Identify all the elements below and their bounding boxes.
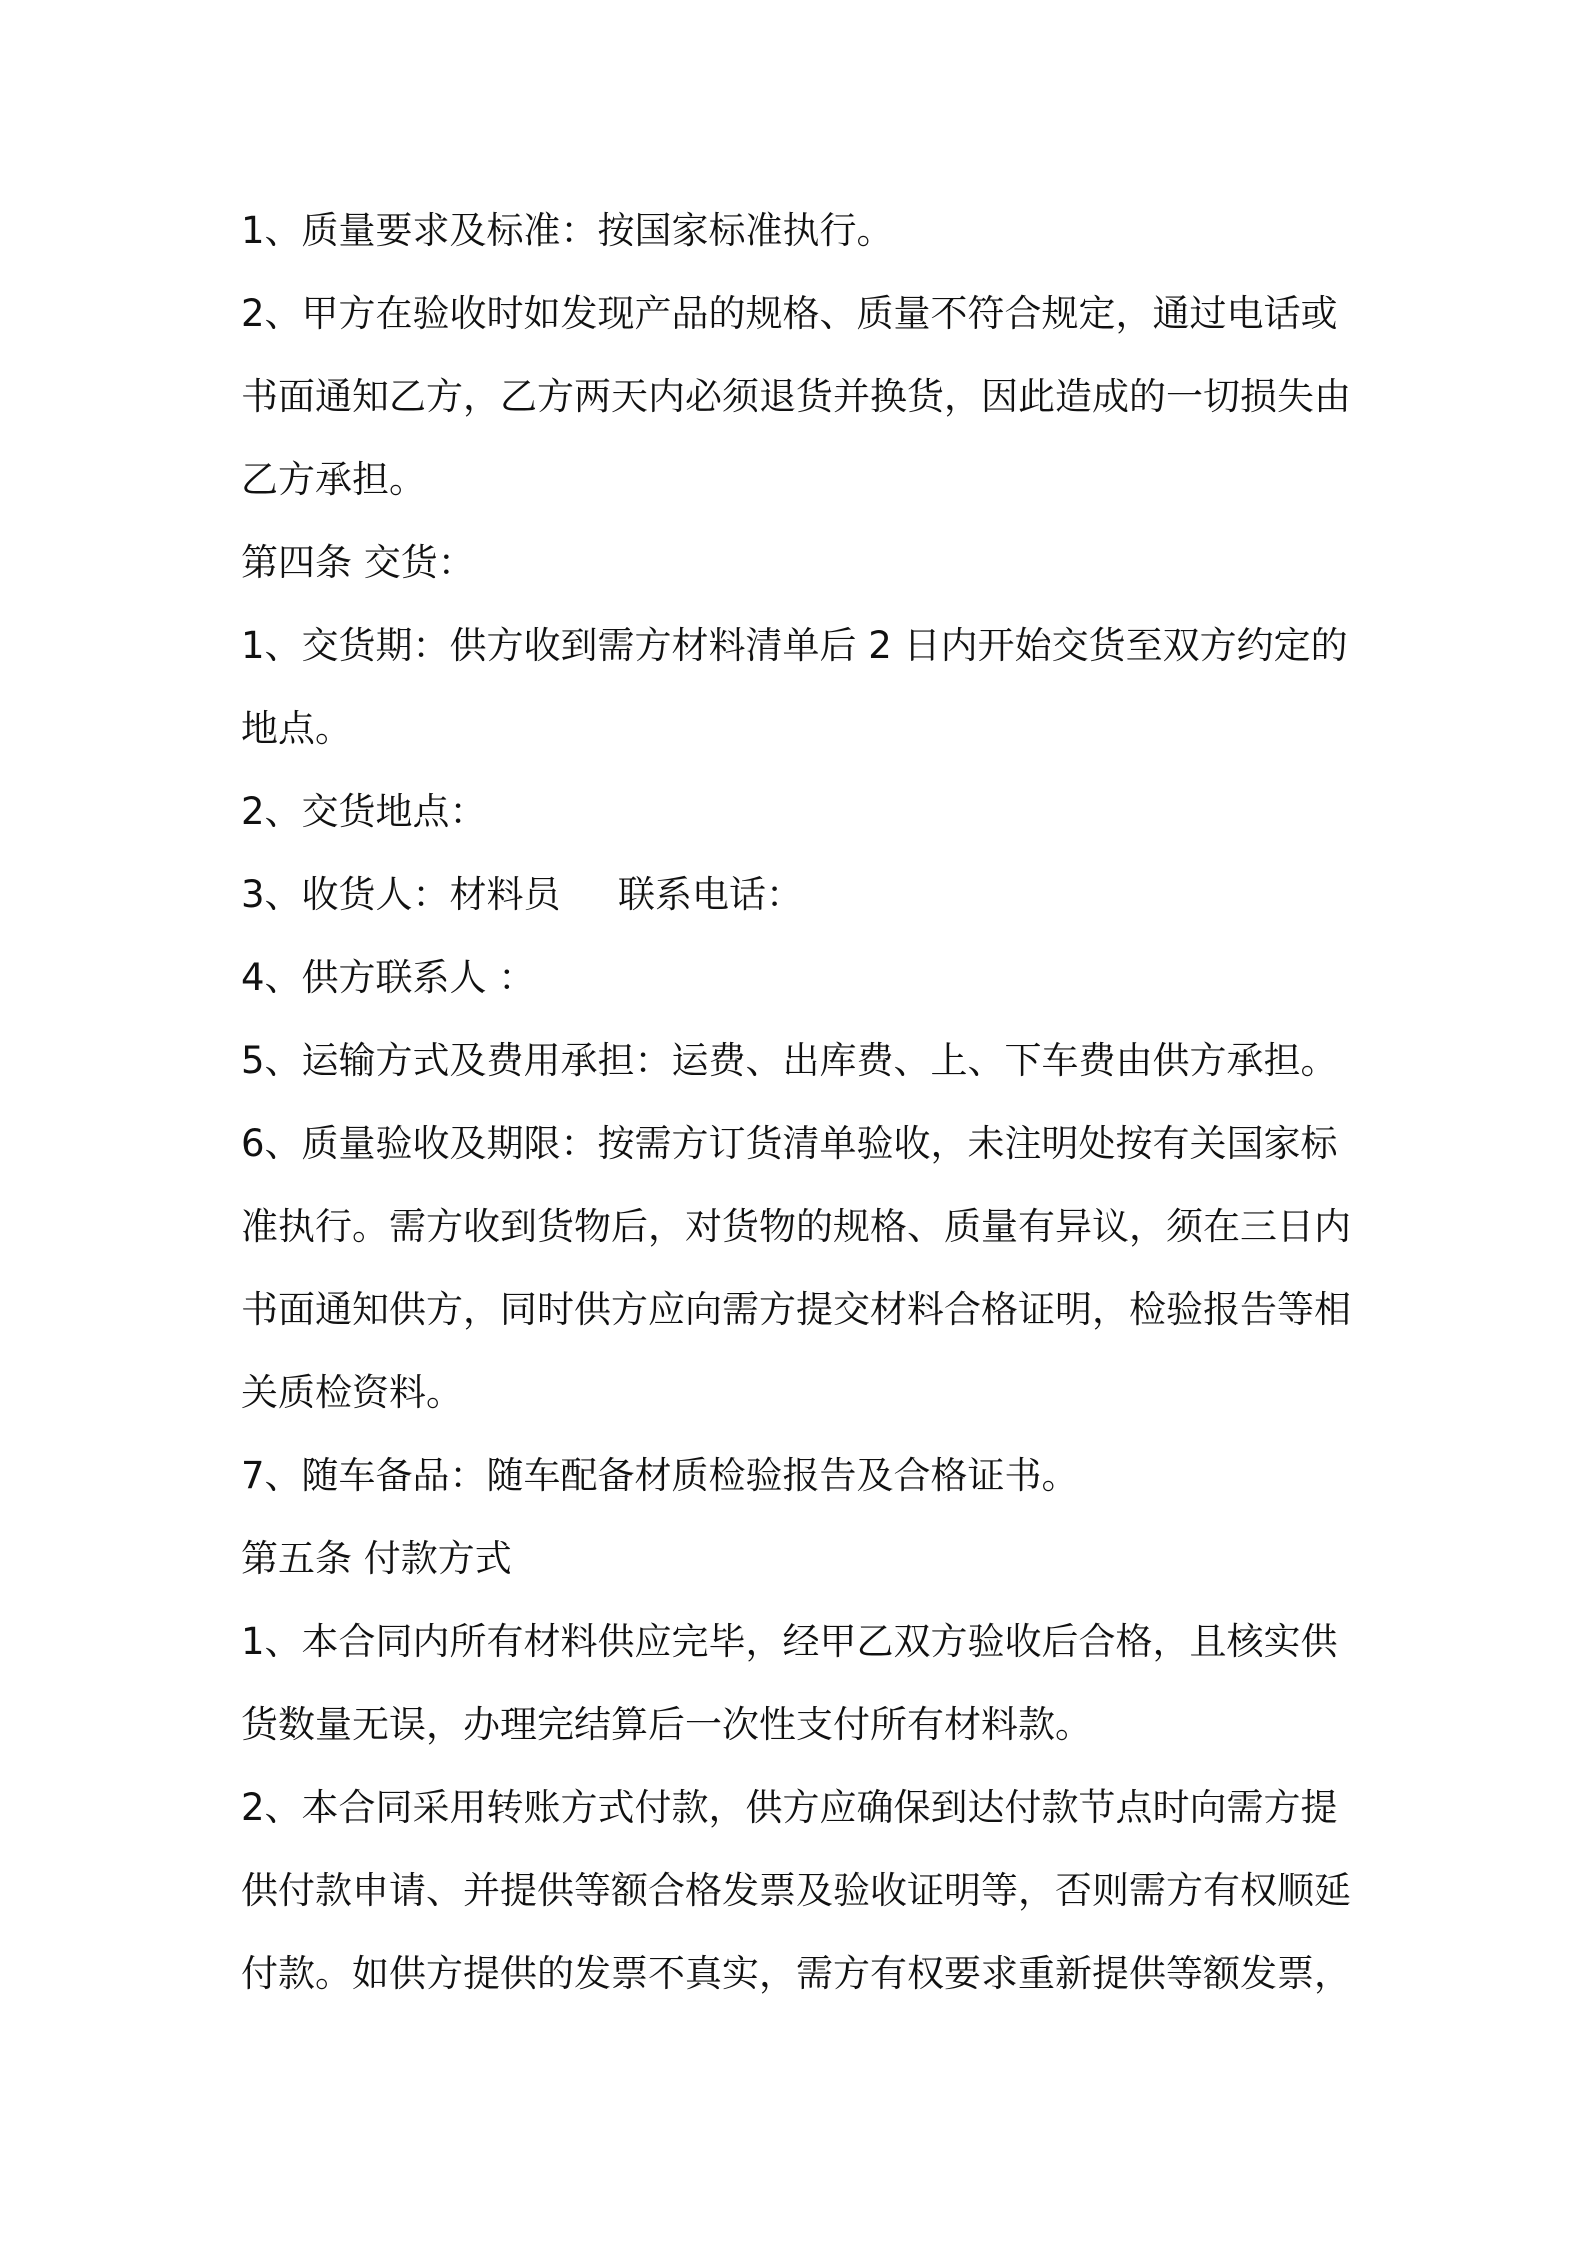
delivery-location: 2、交货地点： [241,790,487,833]
payment-clause-1-line-1: 1、本合同内所有材料供应完毕，经甲乙双方验收后合格，且核实供 [241,1620,1338,1663]
article-four-heading: 第四条 交货： [241,541,475,584]
article-five-heading: 第五条 付款方式 [241,1537,512,1580]
payment-clause-2-line-1: 2、本合同采用转账方式付款，供方应确保到达付款节点时向需方提 [241,1786,1338,1829]
acceptance-line-4: 关质检资料。 [241,1371,463,1414]
acceptance-line-1: 6、质量验收及期限：按需方订货清单验收，未注明处按有关国家标 [241,1122,1338,1165]
payment-clause-2-line-2: 供付款申请、并提供等额合格发票及验收证明等，否则需方有权顺延 [241,1869,1351,1912]
delivery-period-line-1: 1、交货期：供方收到需方材料清单后 2 日内开始交货至双方约定的 [241,624,1348,667]
clause-quality-standard: 1、质量要求及标准：按国家标准执行。 [241,209,894,252]
acceptance-line-2: 准执行。需方收到货物后，对货物的规格、质量有异议，须在三日内 [241,1205,1351,1248]
vehicle-documents-clause: 7、随车备品：随车配备材质检验报告及合格证书。 [241,1454,1079,1497]
receiver-label: 3、收货人：材料员 [241,873,561,916]
payment-clause-2-line-3: 付款。如供方提供的发票不真实，需方有权要求重新提供等额发票， [241,1952,1351,1995]
transport-cost-clause: 5、运输方式及费用承担：运费、出库费、上、下车费由供方承担。 [241,1039,1338,1082]
phone-label: 联系电话： [618,873,803,916]
acceptance-line-3: 书面通知供方，同时供方应向需方提交材料合格证明，检验报告等相 [241,1288,1351,1331]
receiver-contact-line [241,872,1361,918]
clause-inspection-line-3: 乙方承担。 [241,458,426,501]
delivery-period-line-2: 地点。 [241,707,352,750]
payment-clause-1-line-2: 货数量无误，办理完结算后一次性支付所有材料款。 [241,1703,1092,1746]
supplier-contact: 4、供方联系人 ： [241,956,536,999]
clause-inspection-line-1: 2、甲方在验收时如发现产品的规格、质量不符合规定，通过电话或 [241,292,1338,335]
clause-inspection-line-2: 书面通知乙方，乙方两天内必须退货并换货，因此造成的一切损失由 [241,375,1351,418]
